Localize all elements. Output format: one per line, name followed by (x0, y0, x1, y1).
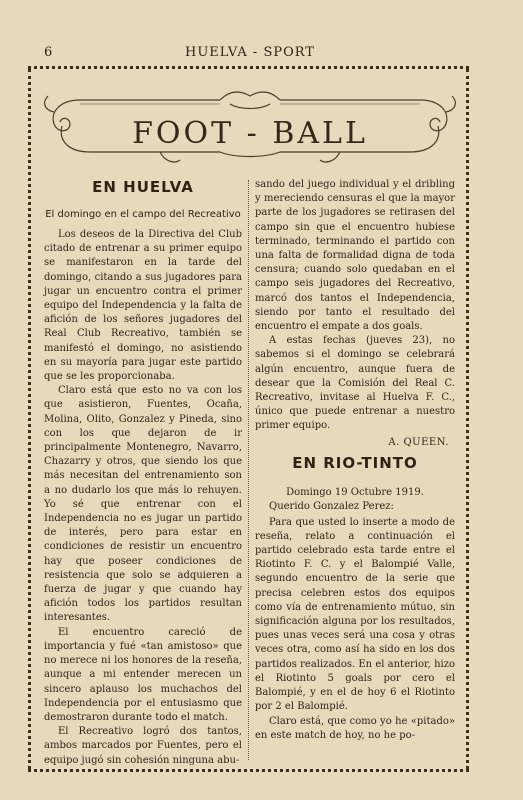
article-paragraph: Los deseos de la Directiva del Club citado de entrenar a su primer equipo se manifestaron en la tarde del domingo, citando a sus jugadores para jugar un encuentro contra el primer equipo del Independencia y la falta de afición de los señores jugadores del Real Club Recreativo, también se manifestó el domingo, no asistiendo en su mayoría para jugar este partido que se les proporcionaba. (44, 229, 242, 383)
letter-salutation: Querido Gonzalez Perez: (269, 500, 394, 512)
article-paragraph: Para que usted lo inserte a modo de reseña, relato a continuación el partido celebrado esta tarde entre el Riotinto F. C. y el Balompié Valle, segundo encuentro de la serie que precisa celebren estos dos equipos como vía de entrenamiento mútuo, sin significación alguna por los resultados, pues unas veces será una cosa y otras veces otra, como así ha sido en los dos partidos realizados. En el anterior, hizo el Riotinto 5 goals por cero el Balompié, y en el de hoy 6 el Riotinto por 2 el Balompié. (255, 516, 455, 713)
article-paragraph: Claro está que esto no va con los que asistieron, Fuentes, Ocaña, Molina, Olito, Gonzalez y Pineda, sino con los que dejaron de ir principalmente Montenegro, Navarro, Chazarry y otros, que siendo los que más necesitan del entrenamiento son a no dudarlo los que más lo rehuyen. Yo sé que entrenar con el Independencia no es jugar un partido de interés, pero para estar en condiciones de resistir un encuentro hay que poseer condiciones de resistencia que solo se adquieren a fuerza de jugar y que cuando hay afición todos los partidos resultan interesantes. (44, 385, 242, 624)
article-subheading: El domingo en el campo del Recreativo (45, 209, 241, 220)
article-paragraph: El Recreativo logró dos tantos, ambos marcados por Fuentes, pero el equipo jugó sin cohesión ninguna abu- (44, 726, 242, 766)
publication-title: HUELVA - SPORT (185, 45, 315, 60)
article-paragraph: El encuentro careció de importancia y fué «tan amistoso» que no merece ni los honores de la reseña, aunque a mi entender merecen un sincero aplauso los muchachos del Independencia por el entusiasmo que demostraron durante todo el match. (44, 626, 242, 723)
left-column (44, 178, 242, 768)
letter-dateline: Domingo 19 Octubre 1919. (286, 486, 424, 498)
right-column (255, 178, 455, 743)
author-signature: A. QUEEN. (388, 436, 449, 448)
running-header (30, 45, 470, 61)
article-paragraph: sando del juego individual y el dribling y mereciendo censuras el que la mayor parte de los jugadores se retirasen del campo sin que el encuentro hubiese terminado, terminando el partido con una falta de formalidad digna de toda censura; cuando solo quedaban en el campo seis jugadores del Recreativo, marcó dos tantos el Independencia, siendo por tanto el resultado del encuentro el empate a dos goals. (255, 179, 455, 333)
article-paragraph: A estas fechas (jueves 23), no sabemos si el domingo se celebrará algún encuentro, aunque fuera de desear que la Comisión del Real C. Recreativo, invitase al Huelva F. C., único que puede entrenar a nuestro primer equipo. (255, 335, 455, 432)
column-divider (248, 180, 249, 760)
page-number: 6 (44, 45, 53, 60)
article-heading-riotinto: EN RIO-TINTO (292, 453, 418, 472)
section-title: FOOT - BALL (132, 116, 368, 151)
article-heading-huelva: EN HUELVA (92, 178, 194, 196)
article-paragraph: Claro está, que como yo he «pitado» en este match de hoy, no he po- (255, 715, 455, 741)
section-banner (40, 82, 460, 190)
